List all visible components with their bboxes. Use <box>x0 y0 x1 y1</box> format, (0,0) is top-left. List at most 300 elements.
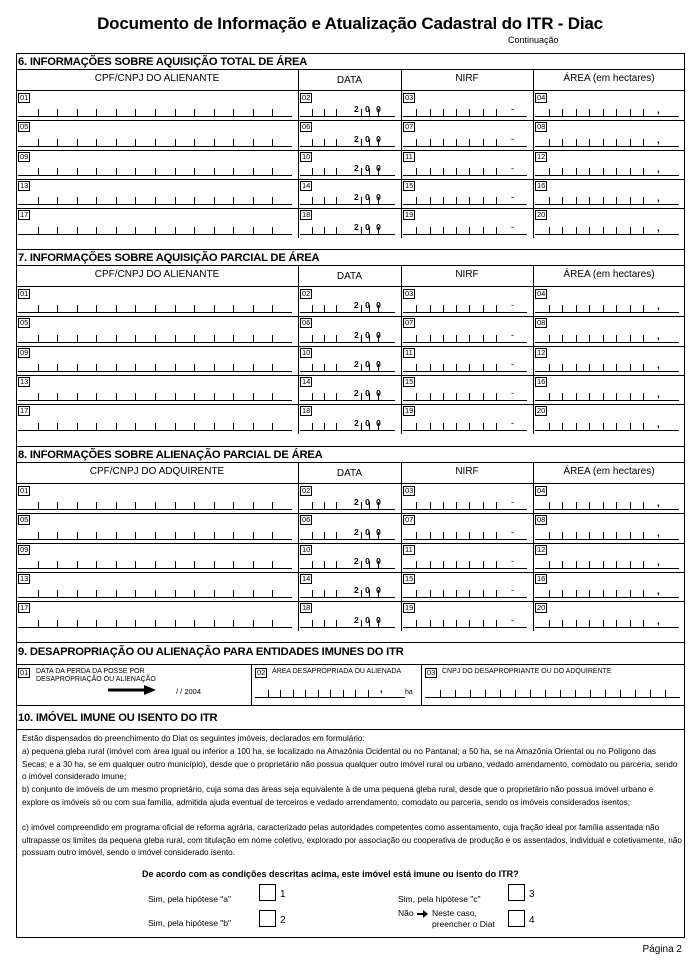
digit-divider <box>562 168 563 175</box>
digit-divider <box>496 335 497 342</box>
section10-head-rule <box>16 729 685 730</box>
digit-divider <box>312 364 313 371</box>
section9-title: 9. DESAPROPRIAÇÃO OU ALIENAÇÃO PARA ENTIDADES IMUNES DO ITR <box>18 646 404 658</box>
check-digit-dash: - <box>511 133 514 144</box>
digit-divider <box>369 393 370 400</box>
digit-divider <box>589 423 590 430</box>
decimal-comma: , <box>657 527 660 539</box>
digit-divider <box>416 168 417 175</box>
digit-divider <box>233 109 234 116</box>
digit-divider <box>38 590 39 597</box>
digit-divider <box>96 561 97 568</box>
field-number: 03 <box>427 668 436 677</box>
field-baseline <box>535 430 679 431</box>
digit-divider <box>443 197 444 204</box>
digit-divider <box>135 109 136 116</box>
column-header-nirf: NIRF <box>455 73 479 84</box>
column-divider <box>401 462 402 631</box>
digit-divider <box>175 423 176 430</box>
field-baseline <box>300 146 395 147</box>
field-baseline <box>403 627 527 628</box>
option-number: 3 <box>529 889 535 900</box>
digit-divider <box>155 305 156 312</box>
field-number: 15 <box>405 180 414 190</box>
digit-divider <box>562 620 563 627</box>
check-digit-dash: - <box>511 162 514 173</box>
digit-divider <box>77 168 78 175</box>
digit-divider <box>430 139 431 146</box>
digit-divider <box>603 590 604 597</box>
digit-divider <box>369 305 370 312</box>
digit-divider <box>430 305 431 312</box>
digit-divider <box>603 227 604 234</box>
digit-divider <box>369 335 370 342</box>
digit-divider <box>456 197 457 204</box>
digit-divider <box>643 168 644 175</box>
column-header-data: DATA <box>336 75 363 86</box>
digit-divider <box>268 690 269 697</box>
decimal-comma: , <box>657 193 660 205</box>
decimal-comma: , <box>657 330 660 342</box>
digit-divider <box>496 532 497 539</box>
digit-divider <box>562 590 563 597</box>
digit-divider <box>603 335 604 342</box>
digit-divider <box>416 139 417 146</box>
digit-divider <box>175 393 176 400</box>
field-baseline <box>18 597 292 598</box>
field-baseline <box>425 697 680 698</box>
digit-divider <box>38 168 39 175</box>
field-number: 13 <box>20 376 29 386</box>
digit-divider <box>155 168 156 175</box>
digit-divider <box>324 620 325 627</box>
digit-divider <box>233 335 234 342</box>
option-checkbox[interactable] <box>259 910 276 927</box>
digit-divider <box>378 423 379 430</box>
digit-divider <box>430 532 431 539</box>
field-number: 12 <box>537 151 546 161</box>
column-divider <box>533 69 534 238</box>
digit-divider <box>378 168 379 175</box>
digit-divider <box>155 109 156 116</box>
decimal-comma: , <box>657 389 660 401</box>
digit-divider <box>469 620 470 627</box>
digit-divider <box>175 227 176 234</box>
column-header-area: ÁREA (em hectares) <box>563 73 655 84</box>
digit-divider <box>312 590 313 597</box>
digit-divider <box>549 364 550 371</box>
digit-divider <box>616 335 617 342</box>
digit-divider <box>336 139 337 146</box>
digit-divider <box>57 502 58 509</box>
digit-divider <box>312 423 313 430</box>
digit-divider <box>96 139 97 146</box>
digit-divider <box>233 364 234 371</box>
digit-divider <box>630 620 631 627</box>
digit-divider <box>116 393 117 400</box>
digit-divider <box>469 197 470 204</box>
digit-divider <box>96 335 97 342</box>
field-number: 02 <box>257 668 266 677</box>
digit-divider <box>469 561 470 568</box>
digit-divider <box>116 197 117 204</box>
digit-divider <box>214 393 215 400</box>
field-baseline <box>403 175 527 176</box>
field-baseline <box>535 204 679 205</box>
digit-divider <box>456 590 457 597</box>
field-number: 14 <box>302 180 311 190</box>
field-number: 06 <box>302 515 311 525</box>
digit-divider <box>549 335 550 342</box>
digit-divider <box>233 139 234 146</box>
digit-divider <box>253 139 254 146</box>
digit-divider <box>589 590 590 597</box>
year-prefix: 2 0 0 <box>354 388 383 399</box>
field-baseline <box>300 371 395 372</box>
digit-divider <box>603 620 604 627</box>
digit-divider <box>361 109 362 116</box>
option-number: 4 <box>529 915 535 926</box>
digit-divider <box>324 227 325 234</box>
digit-divider <box>378 393 379 400</box>
field-number: 06 <box>302 122 311 132</box>
field-number: 15 <box>405 573 414 583</box>
field-baseline <box>18 371 292 372</box>
digit-divider <box>361 168 362 175</box>
field-baseline <box>300 312 395 313</box>
column-divider <box>533 265 534 434</box>
digit-divider <box>643 620 644 627</box>
digit-divider <box>378 305 379 312</box>
digit-divider <box>589 393 590 400</box>
digit-divider <box>77 561 78 568</box>
digit-divider <box>562 561 563 568</box>
digit-divider <box>643 139 644 146</box>
digit-divider <box>312 305 313 312</box>
check-digit-dash: - <box>511 526 514 537</box>
option-note: preencher o Diat <box>432 919 495 929</box>
year-prefix: 2 0 0 <box>354 104 383 115</box>
digit-divider <box>272 168 273 175</box>
digit-divider <box>336 364 337 371</box>
digit-divider <box>233 620 234 627</box>
digit-divider <box>483 590 484 597</box>
digit-divider <box>116 620 117 627</box>
digit-divider <box>469 139 470 146</box>
digit-divider <box>253 305 254 312</box>
option-checkbox[interactable] <box>508 910 525 927</box>
field-baseline <box>403 204 527 205</box>
arrow-right-icon <box>108 684 158 696</box>
digit-divider <box>378 335 379 342</box>
digit-divider <box>378 532 379 539</box>
digit-divider <box>272 423 273 430</box>
digit-divider <box>214 197 215 204</box>
option-checkbox[interactable] <box>259 884 276 901</box>
digit-divider <box>496 168 497 175</box>
row-rule <box>16 150 685 151</box>
digit-divider <box>576 109 577 116</box>
row-rule <box>16 120 685 121</box>
digit-divider <box>650 690 651 697</box>
digit-divider <box>430 364 431 371</box>
digit-divider <box>194 109 195 116</box>
row-rule <box>16 513 685 514</box>
digit-divider <box>603 502 604 509</box>
digit-divider <box>175 502 176 509</box>
field-baseline <box>535 539 679 540</box>
digit-divider <box>416 364 417 371</box>
digit-divider <box>643 364 644 371</box>
digit-divider <box>603 423 604 430</box>
digit-divider <box>280 690 281 697</box>
digit-divider <box>57 227 58 234</box>
digit-divider <box>233 305 234 312</box>
digit-divider <box>336 423 337 430</box>
digit-divider <box>643 227 644 234</box>
column-header-nirf: NIRF <box>455 269 479 280</box>
field-number: 17 <box>20 406 29 416</box>
digit-divider <box>116 423 117 430</box>
digit-divider <box>430 109 431 116</box>
digit-divider <box>616 590 617 597</box>
digit-divider <box>135 393 136 400</box>
digit-divider <box>318 690 319 697</box>
digit-divider <box>630 364 631 371</box>
digit-divider <box>549 561 550 568</box>
digit-divider <box>77 305 78 312</box>
digit-divider <box>443 423 444 430</box>
digit-divider <box>116 227 117 234</box>
digit-divider <box>369 197 370 204</box>
digit-divider <box>576 393 577 400</box>
digit-divider <box>416 227 417 234</box>
year-prefix: 2 0 0 <box>354 162 383 173</box>
digit-divider <box>416 305 417 312</box>
form-title: Documento de Informação e Atualização Cadastral do ITR - Diac <box>97 14 603 33</box>
digit-divider <box>272 305 273 312</box>
digit-divider <box>194 364 195 371</box>
year-prefix: 2 0 0 <box>354 192 383 203</box>
field-baseline <box>18 509 292 510</box>
section9-divider <box>251 664 252 705</box>
digit-divider <box>576 197 577 204</box>
option-label: Sim, pela hipótese "c" <box>398 894 481 904</box>
column-header-nirf: NIRF <box>455 466 479 477</box>
field-baseline <box>18 234 292 235</box>
digit-divider <box>312 532 313 539</box>
field-number: 14 <box>302 573 311 583</box>
field-baseline <box>535 116 679 117</box>
hypothesis-c-text: c) imóvel compreendido em programa oficial de reforma agrária, caracterizado pelas autoridades competentes como assentamento, cuja fração ideal por família assentada não ultrapasse os limites da pequena gleba rural, com titulação em nome coletivo, explorado por associação ou cooperativa de produção e os assentados, individual e coletivamente, não possuam outro imóvel, sendo o imóvel considerado isento. <box>22 823 682 857</box>
digit-divider <box>38 620 39 627</box>
field-number: 11 <box>405 544 413 554</box>
digit-divider <box>469 227 470 234</box>
digit-divider <box>483 305 484 312</box>
digit-divider <box>630 561 631 568</box>
field-baseline <box>300 509 395 510</box>
field-label: CNPJ DO DESAPROPRIANTE OU DO ADQUIRENTE <box>442 668 612 675</box>
digit-divider <box>589 532 590 539</box>
decimal-comma: , <box>657 556 660 568</box>
digit-divider <box>443 168 444 175</box>
digit-divider <box>272 197 273 204</box>
digit-divider <box>135 590 136 597</box>
field-baseline <box>535 509 679 510</box>
digit-divider <box>175 139 176 146</box>
digit-divider <box>361 139 362 146</box>
digit-divider <box>483 532 484 539</box>
digit-divider <box>549 305 550 312</box>
digit-divider <box>576 335 577 342</box>
field-number: 02 <box>302 486 311 495</box>
digit-divider <box>214 532 215 539</box>
field-number: 09 <box>20 347 29 357</box>
field-number: 12 <box>537 544 546 554</box>
digit-divider <box>194 197 195 204</box>
digit-divider <box>194 139 195 146</box>
digit-divider <box>96 590 97 597</box>
digit-divider <box>96 393 97 400</box>
option-checkbox[interactable] <box>508 884 525 901</box>
digit-divider <box>57 423 58 430</box>
field-number: 04 <box>537 486 546 495</box>
year-prefix: 2 0 0 <box>354 221 383 232</box>
digit-divider <box>483 335 484 342</box>
digit-divider <box>272 620 273 627</box>
unit-label: ha <box>405 689 413 696</box>
digit-divider <box>483 502 484 509</box>
digit-divider <box>456 620 457 627</box>
digit-divider <box>630 532 631 539</box>
digit-divider <box>576 561 577 568</box>
digit-divider <box>330 690 331 697</box>
column-divider <box>533 462 534 631</box>
field-baseline <box>300 116 395 117</box>
section-head-rule <box>16 69 685 70</box>
digit-divider <box>361 502 362 509</box>
digit-divider <box>155 532 156 539</box>
digit-divider <box>496 620 497 627</box>
digit-divider <box>562 364 563 371</box>
digit-divider <box>233 590 234 597</box>
digit-divider <box>440 690 441 697</box>
digit-divider <box>378 227 379 234</box>
digit-divider <box>343 690 344 697</box>
digit-divider <box>369 590 370 597</box>
digit-divider <box>38 502 39 509</box>
field-number: 04 <box>537 93 546 102</box>
digit-divider <box>312 561 313 568</box>
digit-divider <box>616 139 617 146</box>
digit-divider <box>38 423 39 430</box>
field-number: 17 <box>20 210 29 220</box>
digit-divider <box>116 502 117 509</box>
decimal-comma: , <box>657 301 660 313</box>
field-baseline <box>300 342 395 343</box>
digit-divider <box>312 197 313 204</box>
digit-divider <box>378 109 379 116</box>
check-digit-dash: - <box>511 192 514 203</box>
field-baseline <box>300 597 395 598</box>
digit-divider <box>430 561 431 568</box>
digit-divider <box>589 109 590 116</box>
digit-divider <box>549 502 550 509</box>
decimal-comma: , <box>657 134 660 146</box>
column-divider <box>401 69 402 238</box>
digit-divider <box>416 590 417 597</box>
digit-divider <box>214 423 215 430</box>
digit-divider <box>456 393 457 400</box>
digit-divider <box>233 168 234 175</box>
digit-divider <box>324 197 325 204</box>
digit-divider <box>155 561 156 568</box>
digit-divider <box>57 168 58 175</box>
field-number: 03 <box>405 93 414 102</box>
digit-divider <box>38 532 39 539</box>
digit-divider <box>38 109 39 116</box>
digit-divider <box>38 305 39 312</box>
digit-divider <box>77 109 78 116</box>
digit-divider <box>253 364 254 371</box>
row-rule <box>16 572 685 573</box>
digit-divider <box>549 197 550 204</box>
digit-divider <box>430 423 431 430</box>
digit-divider <box>336 168 337 175</box>
digit-divider <box>312 168 313 175</box>
digit-divider <box>576 305 577 312</box>
digit-divider <box>324 423 325 430</box>
digit-divider <box>77 335 78 342</box>
field-number: 16 <box>537 376 546 386</box>
digit-divider <box>603 168 604 175</box>
digit-divider <box>483 620 484 627</box>
digit-divider <box>515 690 516 697</box>
digit-divider <box>175 561 176 568</box>
digit-divider <box>643 561 644 568</box>
digit-divider <box>576 620 577 627</box>
digit-divider <box>469 532 470 539</box>
digit-divider <box>272 109 273 116</box>
field-number: 02 <box>302 289 311 298</box>
digit-divider <box>57 335 58 342</box>
column-divider <box>401 265 402 434</box>
digit-divider <box>369 423 370 430</box>
digit-divider <box>469 335 470 342</box>
digit-divider <box>616 197 617 204</box>
digit-divider <box>336 561 337 568</box>
digit-divider <box>616 305 617 312</box>
digit-divider <box>253 197 254 204</box>
digit-divider <box>135 364 136 371</box>
field-baseline <box>403 430 527 431</box>
digit-divider <box>483 561 484 568</box>
digit-divider <box>455 690 456 697</box>
page-number: Página 2 <box>642 944 682 955</box>
digit-divider <box>483 364 484 371</box>
field-baseline <box>403 342 527 343</box>
digit-divider <box>378 590 379 597</box>
field-baseline <box>300 539 395 540</box>
field-label: DATA DA PERDA DA POSSE POR DESAPROPRIAÇÃO OU ALIENAÇÃO <box>36 668 156 683</box>
digit-divider <box>233 197 234 204</box>
digit-divider <box>589 502 590 509</box>
digit-divider <box>361 561 362 568</box>
field-baseline <box>18 312 292 313</box>
field-baseline <box>18 175 292 176</box>
digit-divider <box>214 502 215 509</box>
digit-divider <box>456 364 457 371</box>
